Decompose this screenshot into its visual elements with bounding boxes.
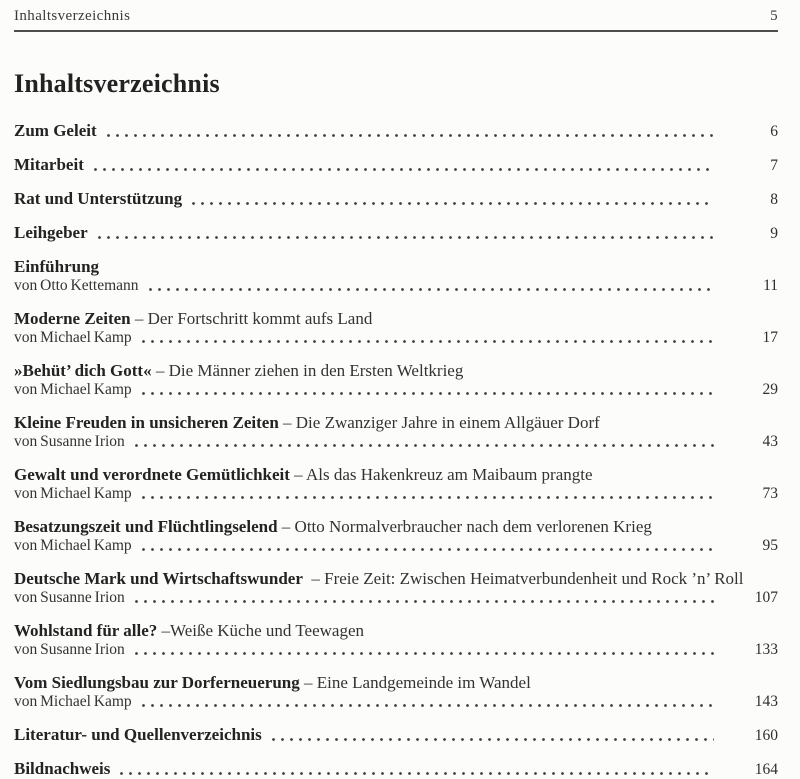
running-head-page-number: 5	[770, 8, 778, 24]
toc-entry-page-number: 133	[754, 641, 778, 658]
toc-entry-subtitle: – Die Männer ziehen in den Ersten Weltkrieg	[151, 361, 464, 380]
dot-leader	[142, 547, 714, 552]
toc-entry-page-number: 6	[770, 123, 778, 140]
toc-entry-page-number: 95	[762, 537, 778, 554]
toc-entry-row	[14, 433, 778, 451]
toc-entry-author: von Otto Kettemann	[14, 277, 139, 294]
toc-entry-title: Bildnachweis	[14, 759, 111, 778]
toc-entry-title: Wohlstand für alle?	[14, 621, 158, 640]
toc-entry-title: Einführung	[14, 257, 100, 276]
toc-entry-subtitle: –Weiße Küche und Teewagen	[157, 621, 364, 640]
toc-entry	[14, 224, 778, 243]
toc-entry-title: Gewalt und verordnete Gemütlichkeit	[14, 465, 290, 484]
toc-entry-page-number: 160	[754, 727, 778, 744]
toc-entry-author: von Michael Kamp	[14, 329, 132, 346]
toc-entry-author: von Michael Kamp	[14, 381, 132, 398]
toc-entry	[14, 190, 778, 209]
toc-entry-page-number: 7	[770, 157, 778, 174]
toc-entry	[14, 570, 778, 607]
toc-entry-subtitle: – Freie Zeit: Zwischen Heimatverbundenheit und Rock ’n’ Roll	[302, 569, 744, 588]
toc-entry-author: von Susanne Irion	[14, 433, 125, 450]
toc-entry-title: Leihgeber	[14, 223, 88, 242]
toc-entry-page-number: 11	[763, 277, 778, 294]
toc-entry-page-number: 107	[754, 589, 778, 606]
toc-entry-row	[14, 329, 778, 347]
toc-entry	[14, 518, 778, 555]
dot-leader	[107, 133, 714, 138]
toc-entry-title-line	[14, 414, 778, 433]
toc-entry	[14, 622, 778, 659]
toc-entry-subtitle: – Als das Hakenkreuz am Maibaum prangte	[289, 465, 593, 484]
toc-entry-row	[14, 381, 778, 399]
toc-entry-page-number: 73	[762, 485, 778, 502]
toc-entry	[14, 466, 778, 503]
toc-entry-row	[14, 224, 778, 243]
toc-entry-row	[14, 760, 778, 779]
toc-entry-author: von Susanne Irion	[14, 641, 125, 658]
toc-entry-row	[14, 537, 778, 555]
toc-entry-title: Besatzungszeit und Flüchtlingselend	[14, 517, 278, 536]
dot-leader	[142, 703, 714, 708]
toc-entry-title-line	[14, 674, 778, 693]
toc-entry-page-number: 164	[754, 761, 778, 778]
toc-entry-subtitle: – Die Zwanziger Jahre in einem Allgäuer Dorf	[278, 413, 600, 432]
toc-entry-title: Deutsche Mark und Wirtschaftswunder	[14, 569, 303, 588]
dot-leader	[135, 443, 714, 448]
toc-entry-row	[14, 726, 778, 745]
toc-entry-row	[14, 190, 778, 209]
toc-entry	[14, 674, 778, 711]
toc-entry-row	[14, 589, 778, 607]
toc-list	[14, 122, 778, 779]
toc-entry-page-number: 9	[770, 225, 778, 242]
toc-entry-title: Rat und Unterstützung	[14, 189, 183, 208]
toc-entry-row	[14, 122, 778, 141]
toc-entry-title-line	[14, 518, 778, 537]
dot-leader	[94, 167, 714, 172]
toc-entry-title-line	[14, 466, 778, 485]
dot-leader	[272, 737, 714, 742]
toc-entry-author: von Susanne Irion	[14, 589, 125, 606]
toc-entry-page-number: 29	[762, 381, 778, 398]
dot-leader	[142, 339, 714, 344]
dot-leader	[142, 495, 714, 500]
dot-leader	[98, 235, 714, 240]
page-title: Inhaltsverzeichnis	[14, 69, 220, 98]
dot-leader	[149, 287, 714, 292]
toc-entry-title-line	[14, 622, 778, 641]
toc-entry-title: Moderne Zeiten	[14, 309, 131, 328]
toc-entry	[14, 122, 778, 141]
header-rule	[14, 30, 778, 32]
dot-leader	[135, 651, 714, 656]
toc-entry-subtitle: – Eine Landgemeinde im Wandel	[299, 673, 531, 692]
toc-entry-page-number: 43	[762, 433, 778, 450]
toc-entry-subtitle: – Otto Normalverbraucher nach dem verlorenen Krieg	[277, 517, 652, 536]
toc-entry	[14, 726, 778, 745]
toc-entry-subtitle: – Der Fortschritt kommt aufs Land	[130, 309, 373, 328]
dot-leader	[192, 201, 714, 206]
toc-entry	[14, 156, 778, 175]
toc-entry	[14, 760, 778, 779]
toc-entry-title-line	[14, 310, 778, 329]
toc-entry-page-number: 8	[770, 191, 778, 208]
toc-entry-title: Literatur- und Quellenverzeichnis	[14, 725, 262, 744]
toc-entry	[14, 258, 778, 295]
toc-entry-title: Vom Siedlungsbau zur Dorferneuerung	[14, 673, 300, 692]
toc-entry	[14, 414, 778, 451]
toc-entry-row	[14, 485, 778, 503]
toc-entry-title: Zum Geleit	[14, 121, 97, 140]
running-head	[14, 8, 778, 25]
toc-entry-title: Mitarbeit	[14, 155, 84, 174]
dot-leader	[135, 599, 714, 604]
toc-entry-page-number: 17	[762, 329, 778, 346]
toc-entry	[14, 362, 778, 399]
toc-entry	[14, 310, 778, 347]
toc-entry-title-line	[14, 362, 778, 381]
dot-leader	[120, 771, 714, 776]
toc-entry-author: von Michael Kamp	[14, 537, 132, 554]
toc-entry-title-line	[14, 258, 778, 277]
toc-entry-page-number: 143	[754, 693, 778, 710]
toc-entry-title: »Behüt’ dich Gott«	[14, 361, 152, 380]
toc-entry-row	[14, 693, 778, 711]
toc-entry-title: Kleine Freuden in unsicheren Zeiten	[14, 413, 279, 432]
toc-entry-row	[14, 277, 778, 295]
running-head-title: Inhaltsverzeichnis	[14, 8, 131, 24]
toc-entry-author: von Michael Kamp	[14, 693, 132, 710]
toc-entry-author: von Michael Kamp	[14, 485, 132, 502]
toc-entry-title-line	[14, 570, 778, 589]
toc-entry-row	[14, 641, 778, 659]
toc-entry-row	[14, 156, 778, 175]
dot-leader	[142, 391, 714, 396]
